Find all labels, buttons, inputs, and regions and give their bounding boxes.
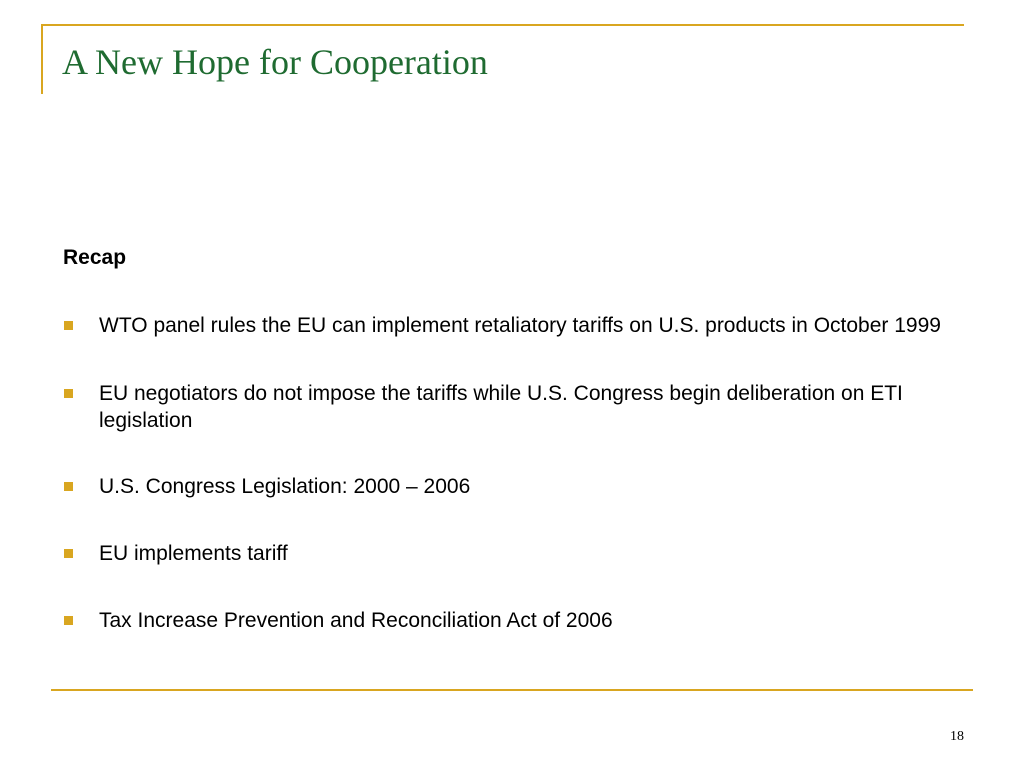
bullet-item xyxy=(63,607,958,634)
bullet-text: EU implements tariff xyxy=(99,542,288,565)
bullet-item xyxy=(63,380,958,434)
bullet-text: Tax Increase Prevention and Reconciliation Act of 2006 xyxy=(99,609,613,632)
square-bullet-icon xyxy=(64,321,73,330)
square-bullet-icon xyxy=(64,482,73,491)
bullet-list xyxy=(63,312,958,634)
bullet-text: WTO panel rules the EU can implement retaliatory tariffs on U.S. products in October 1999 xyxy=(99,314,941,337)
bullet-item xyxy=(63,540,958,567)
square-bullet-icon xyxy=(64,616,73,625)
slide-title: A New Hope for Cooperation xyxy=(62,42,488,82)
bullet-text: EU negotiators do not impose the tariffs while U.S. Congress begin deliberation on ETI legislation xyxy=(99,382,903,432)
bullet-item xyxy=(63,312,958,339)
left-divider xyxy=(41,24,43,94)
bullet-text: U.S. Congress Legislation: 2000 – 2006 xyxy=(99,475,471,498)
top-divider xyxy=(41,24,964,26)
square-bullet-icon xyxy=(64,389,73,398)
square-bullet-icon xyxy=(64,549,73,558)
page-number: 18 xyxy=(950,729,964,744)
bullet-item xyxy=(63,473,958,500)
recap-heading: Recap xyxy=(63,246,127,269)
bottom-divider xyxy=(51,689,973,691)
